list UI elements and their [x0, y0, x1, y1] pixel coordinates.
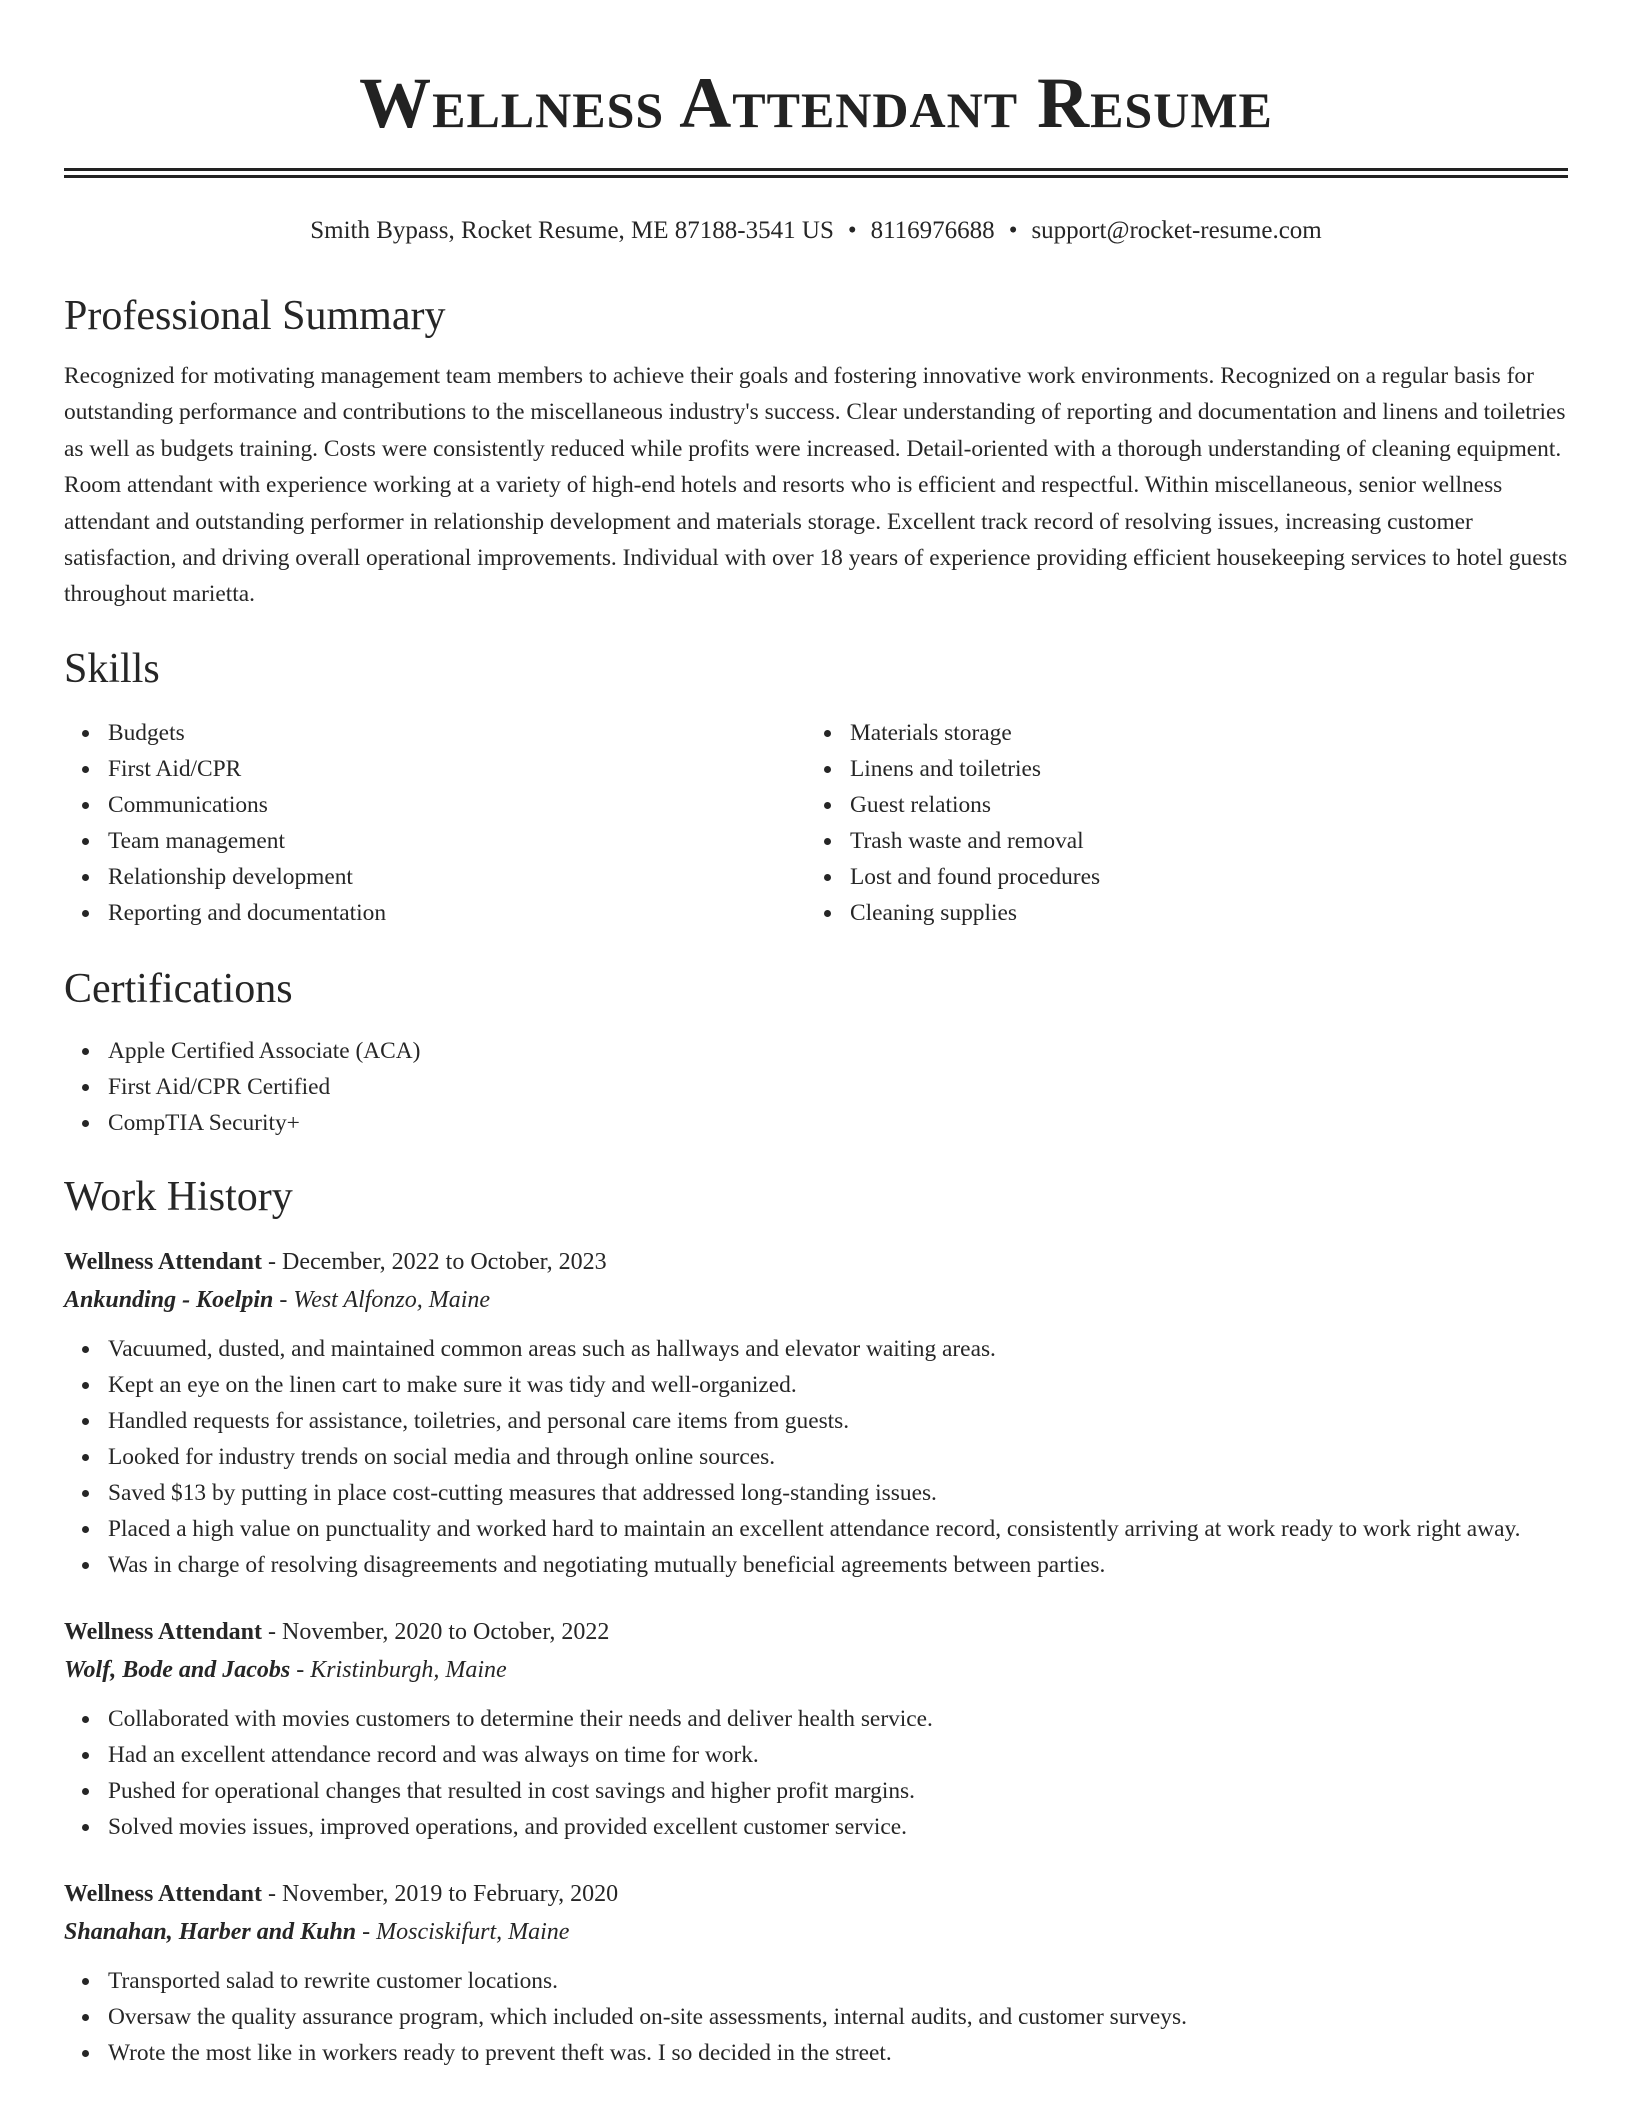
- job-company-line: [64, 1913, 1568, 1951]
- list-item: Cleaning supplies: [850, 895, 1548, 931]
- list-item: Kept an eye on the linen cart to make sure it was tidy and well-organized.: [108, 1367, 1568, 1403]
- skills-heading: Skills: [64, 645, 160, 692]
- list-item: Saved $13 by putting in place cost-cutting measures that addressed long-standing issues.: [108, 1475, 1568, 1511]
- resume-title: Wellness Attendant Resume: [359, 63, 1273, 143]
- summary-text: Recognized for motivating management team members to achieve their goals and fostering innovative work environments. Recognized on a regular basis for outstanding performance and contributions to the miscellaneous industry's success. Clear understanding of reporting and documentation and linens and toiletries as well as budgets training. Costs were consistently reduced while profits were increased. Detail-oriented with a thorough understanding of cleaning equipment. Room attendant with experience working at a variety of high-end hotels and resorts who is efficient and respectful. Within miscellaneous, senior wellness attendant and outstanding performer in relationship development and materials storage. Excellent track record of resolving issues, increasing customer satisfaction, and driving overall operational improvements. Individual with over 18 years of experience providing efficient housekeeping services to hotel guests throughout marietta.: [64, 363, 1568, 608]
- job-location: - Mosciskifurt, Maine: [356, 1918, 570, 1945]
- job-company: Shanahan, Harber and Kuhn: [64, 1918, 357, 1945]
- title-divider: [64, 168, 1568, 178]
- list-item: Lost and found procedures: [850, 859, 1548, 895]
- list-item: First Aid/CPR Certified: [108, 1069, 1568, 1105]
- list-item: Transported salad to rewrite customer locations.: [108, 1963, 1568, 1999]
- job-location: - Kristinburgh, Maine: [290, 1656, 507, 1683]
- list-item: Oversaw the quality assurance program, which included on-site assessments, internal audits, and customer surveys.: [108, 1999, 1568, 2035]
- list-item: Guest relations: [850, 787, 1548, 823]
- list-item: Had an excellent attendance record and was always on time for work.: [108, 1737, 1568, 1773]
- job-dates: - December, 2022 to October, 2023: [262, 1248, 607, 1275]
- summary-heading: Professional Summary: [64, 293, 446, 339]
- list-item: Budgets: [108, 715, 806, 751]
- list-item: Was in charge of resolving disagreements and negotiating mutually beneficial agreements between parties.: [108, 1547, 1568, 1583]
- contact-line: [64, 214, 1568, 248]
- list-item: Solved movies issues, improved operations, and provided excellent customer service.: [108, 1809, 1568, 1845]
- job-header: [64, 1613, 1568, 1651]
- job-header: [64, 1243, 1568, 1281]
- job-entry: [64, 1243, 1568, 1583]
- list-item: Linens and toiletries: [850, 751, 1548, 787]
- job-entry: [64, 1613, 1568, 1845]
- job-location: - West Alfonzo, Maine: [273, 1286, 491, 1313]
- contact-phone: 8116976688: [870, 217, 995, 244]
- job-dates: - November, 2019 to February, 2020: [262, 1880, 619, 1907]
- job-company-line: [64, 1281, 1568, 1319]
- list-item: Pushed for operational changes that resulted in cost savings and higher profit margins.: [108, 1773, 1568, 1809]
- job-bullets: [64, 1963, 1568, 2071]
- job-bullets: [64, 1701, 1568, 1845]
- skills-column-right: [806, 715, 1548, 931]
- contact-address: Smith Bypass, Rocket Resume, ME 87188-3541 US: [310, 217, 834, 244]
- list-item: Relationship development: [108, 859, 806, 895]
- list-item: Collaborated with movies customers to determine their needs and deliver health service.: [108, 1701, 1568, 1737]
- list-item: First Aid/CPR: [108, 751, 806, 787]
- resume-page: [64, 0, 1568, 2071]
- job-company: Ankunding - Koelpin: [64, 1286, 274, 1313]
- certifications-list: [64, 1033, 1568, 1141]
- list-item: Communications: [108, 787, 806, 823]
- job-title: Wellness Attendant: [64, 1248, 263, 1275]
- list-item: Vacuumed, dusted, and maintained common areas such as hallways and elevator waiting areas.: [108, 1331, 1568, 1367]
- contact-separator: •: [1008, 217, 1018, 244]
- list-item: Handled requests for assistance, toiletries, and personal care items from guests.: [108, 1403, 1568, 1439]
- list-item: Materials storage: [850, 715, 1548, 751]
- job-title: Wellness Attendant: [64, 1880, 263, 1907]
- certifications-heading: Certifications: [64, 965, 293, 1012]
- job-header: [64, 1875, 1568, 1913]
- work-history-heading: Work History: [64, 1173, 293, 1220]
- list-item: Placed a high value on punctuality and worked hard to maintain an excellent attendance record, consistently arriving at work ready to work right away.: [108, 1511, 1568, 1547]
- contact-email: support@rocket-resume.com: [1031, 217, 1322, 244]
- job-entry: [64, 1875, 1568, 2071]
- skills-column-left: [64, 715, 806, 931]
- job-title: Wellness Attendant: [64, 1618, 263, 1645]
- list-item: Team management: [108, 823, 806, 859]
- list-item: Apple Certified Associate (ACA): [108, 1033, 1568, 1069]
- list-item: Reporting and documentation: [108, 895, 806, 931]
- skills-list: [64, 715, 1568, 931]
- list-item: Trash waste and removal: [850, 823, 1548, 859]
- list-item: Wrote the most like in workers ready to prevent theft was. I so decided in the street.: [108, 2035, 1568, 2071]
- job-company: Wolf, Bode and Jacobs: [64, 1656, 291, 1683]
- list-item: Looked for industry trends on social media and through online sources.: [108, 1439, 1568, 1475]
- contact-separator: •: [847, 217, 857, 244]
- list-item: CompTIA Security+: [108, 1105, 1568, 1141]
- job-bullets: [64, 1331, 1568, 1583]
- job-dates: - November, 2020 to October, 2022: [262, 1618, 610, 1645]
- job-company-line: [64, 1651, 1568, 1689]
